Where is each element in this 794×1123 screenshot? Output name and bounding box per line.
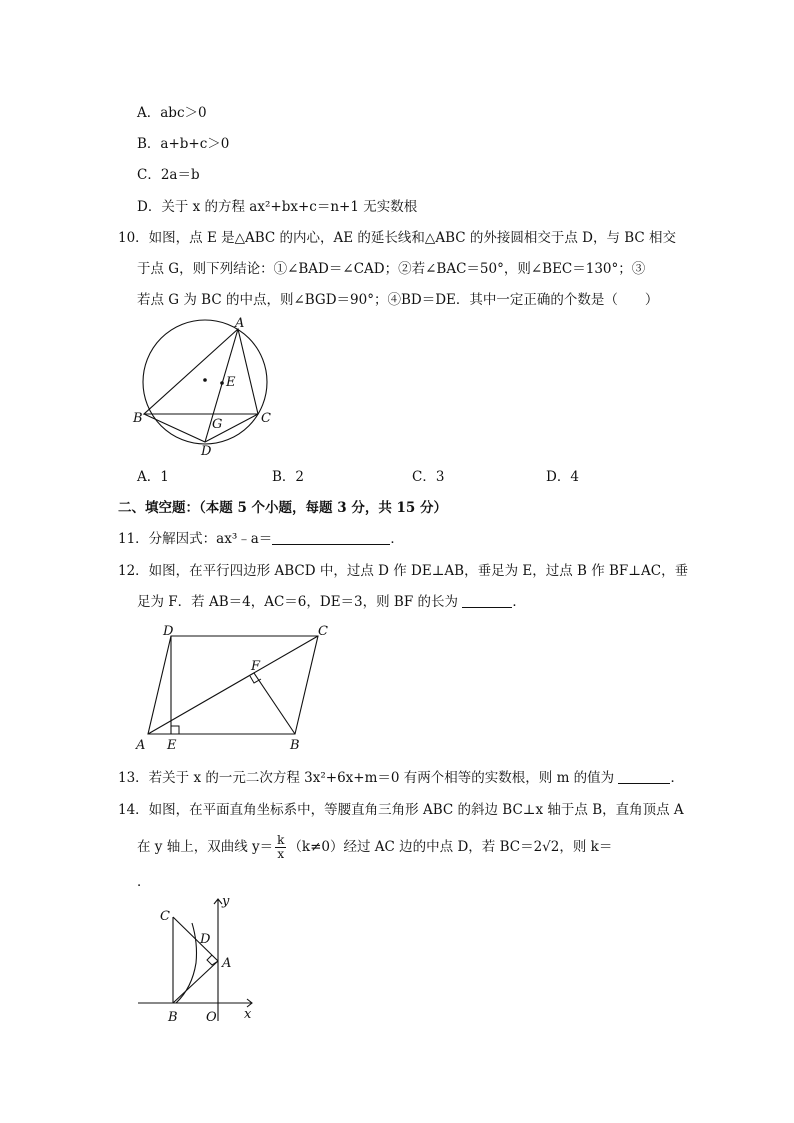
q14-text-cont: （k≠0）经过 AC 边的中点 D，若 BC＝2√2，则 k＝	[288, 839, 613, 855]
q9-option-b: B．a+b+c＞0	[137, 136, 230, 152]
circumcircle	[143, 320, 267, 444]
q12-stem-line1: 12．如图，在平行四边形 ABCD 中，过点 D 作 DE⊥AB，垂足为 E，过点 B 作 BF⊥AC，垂	[118, 563, 689, 579]
label-a: A	[136, 738, 146, 753]
label-e: E	[226, 375, 236, 390]
q14-figure	[130, 893, 270, 1028]
q12-figure	[130, 622, 340, 757]
q9-option-c: C．2a＝b	[137, 167, 200, 183]
label-c: C	[160, 909, 170, 924]
right-angle-e	[171, 726, 179, 734]
q10-option-d: D．4	[546, 469, 579, 485]
label-c: C	[261, 411, 271, 426]
q13-answer-blank[interactable]	[618, 769, 670, 784]
label-a: A	[222, 956, 232, 971]
q11-answer-blank[interactable]	[272, 530, 390, 545]
label-b: B	[168, 1010, 178, 1025]
label-y: y	[222, 894, 230, 909]
q12-stem-line2	[137, 592, 526, 612]
q10-option-c: C．3	[412, 469, 445, 485]
q12-answer-blank[interactable]	[462, 593, 512, 608]
q13	[118, 768, 684, 788]
q12-text: 足为 F．若 AB＝4，AC＝6，DE＝3，则 BF 的长为	[137, 594, 459, 610]
label-e: E	[167, 738, 177, 753]
q14-text: 在 y 轴上，双曲线 y＝	[137, 839, 274, 855]
label-d: D	[200, 932, 211, 947]
label-c: C	[318, 624, 328, 639]
q9-option-d: D．关于 x 的方程 ax²+bx+c＝n+1 无实数根	[137, 199, 418, 215]
q13-text: 13．若关于 x 的一元二次方程 3x²+6x+m＝0 有两个相等的实数根，则 m 的值为	[118, 770, 615, 786]
q14-fraction	[275, 834, 286, 861]
q11	[118, 529, 404, 549]
q12-end: ．	[512, 594, 526, 610]
q10-stem-line1: 10．如图，点 E 是△ABC 的内心，AE 的延长线和△ABC 的外接圆相交于点 D，与 BC 相交	[118, 230, 677, 246]
q10-stem-line3: 若点 G 为 BC 的中点，则∠BGD＝90°；④BD＝DE．其中一定正确的个数是（ ）	[137, 292, 659, 308]
q11-text: 11．分解因式：ax³﹣a＝	[118, 531, 273, 547]
q14-stem-line3: ．	[137, 874, 151, 890]
lines-bdc	[144, 414, 258, 442]
label-g: G	[212, 417, 223, 432]
label-o: O	[206, 1010, 217, 1025]
section-header-fill-blank: 二、填空题：（本题 5 个小题，每题 3 分，共 15 分）	[118, 500, 448, 516]
q10-option-b: B．2	[272, 469, 305, 485]
segment-bf	[254, 673, 295, 734]
right-angle-f	[250, 676, 261, 683]
center-dot	[203, 378, 207, 382]
q11-end: ．	[390, 531, 404, 547]
q10-option-a: A．1	[137, 469, 169, 485]
q14-stem-line1: 14．如图，在平面直角坐标系中，等腰直角三角形 ABC 的斜边 BC⊥x 轴于点 B，直角顶点 A	[118, 802, 684, 818]
fraction-numerator: k	[277, 833, 285, 847]
label-f: F	[251, 659, 261, 674]
diagonal-ac	[148, 636, 318, 734]
q13-end: ．	[670, 770, 684, 786]
hyperbola-curve	[176, 923, 197, 1003]
label-b: B	[133, 411, 143, 426]
label-b: B	[290, 738, 300, 753]
triangle-abc	[144, 329, 258, 414]
label-d: D	[163, 624, 174, 639]
label-a: A	[235, 316, 245, 331]
label-d: D	[201, 444, 212, 459]
q10-options	[0, 467, 794, 487]
fraction-denominator: x	[277, 847, 285, 861]
label-x: x	[244, 1007, 252, 1022]
q10-figure	[130, 310, 280, 460]
q10-stem-line2: 于点 G，则下列结论：①∠BAD＝∠CAD；②若∠BAC＝50°，则∠BEC＝130°；③	[137, 261, 646, 277]
incenter-dot	[220, 381, 224, 385]
q14-stem-line2	[137, 834, 612, 861]
q9-option-a: A．abc＞0	[137, 105, 207, 121]
